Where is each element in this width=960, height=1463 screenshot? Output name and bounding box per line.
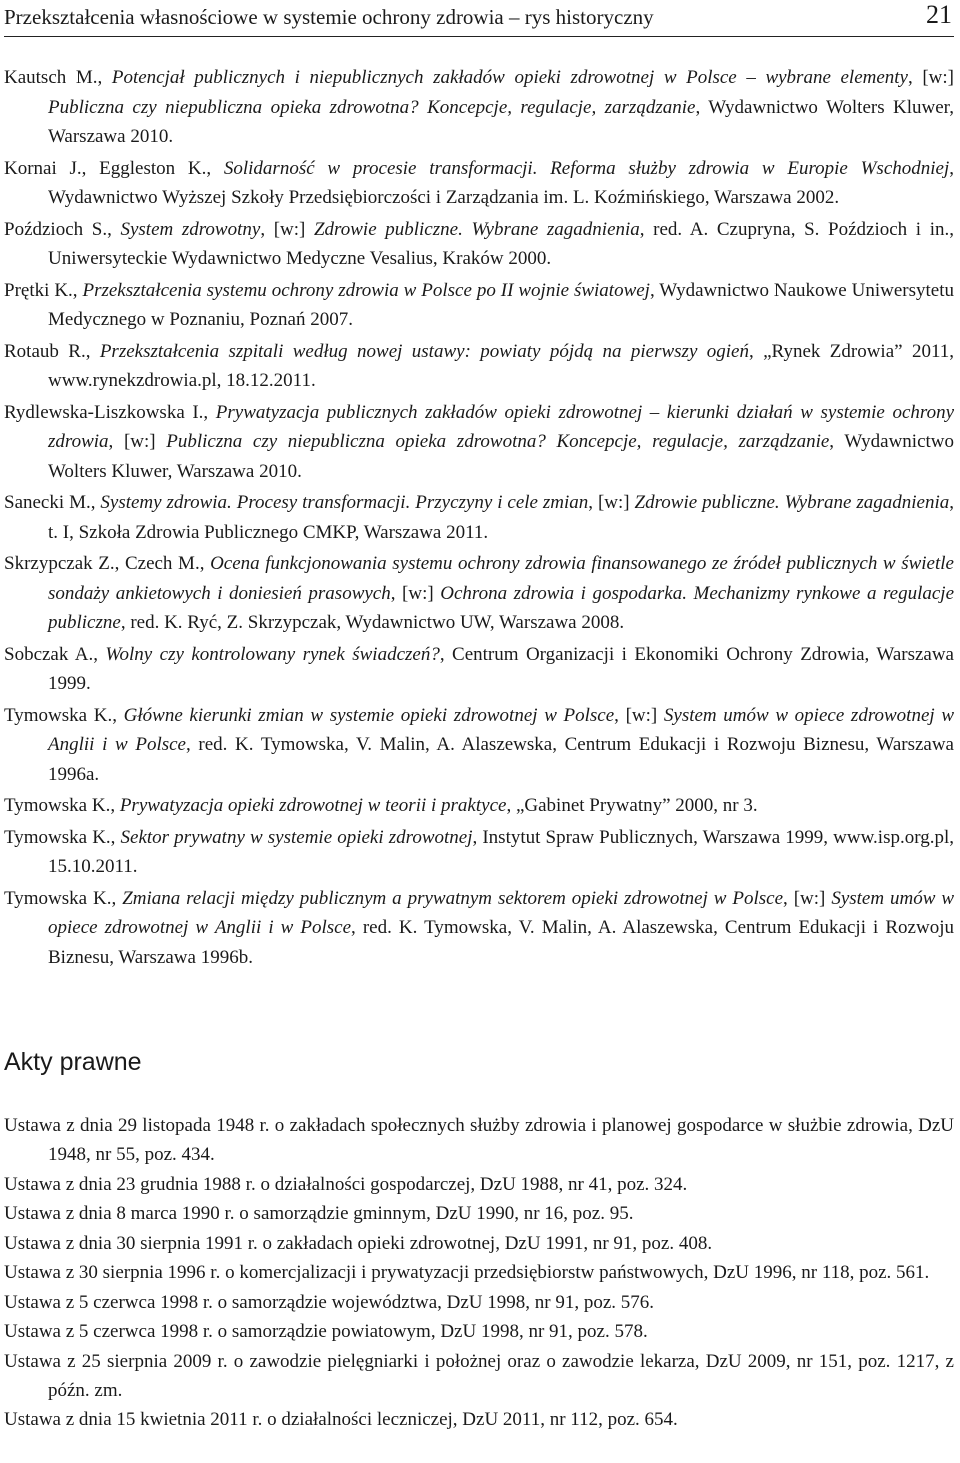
entry-title-italic: Prywatyzacja opieki zdrowotnej w teorii i praktyce xyxy=(119,795,507,816)
entry-text: Prętki K., xyxy=(4,279,83,301)
page-header xyxy=(4,0,954,37)
entry-text: , [w:] xyxy=(783,887,832,909)
entry-title-italic: Główne kierunki zmian w systemie opieki zdrowotnej w Polsce xyxy=(123,704,615,726)
entry-text: , Wydawnictwo Wyższej Szkoły Przedsiębiorczości i Zarządzania im. L. Koźmińskiego, Warszawa 2002. xyxy=(48,157,954,208)
entry-title-italic: Przekształcenia systemu ochrony zdrowia w Polsce po II wojnie światowej xyxy=(82,279,650,301)
entry-text: , [w:] xyxy=(390,582,441,604)
entry-text: Sobczak A., xyxy=(4,643,106,665)
bibliography-entry xyxy=(4,398,954,487)
entry-title-italic: Ocena funkcjonowania systemu ochrony zdrowia finansowanego ze źródeł publicznych w świetle sondaży ankietowych i doniesień prasowych xyxy=(48,553,954,604)
entry-text: Tymowska K., xyxy=(4,887,123,909)
legal-act-entry: Ustawa z dnia 8 marca 1990 r. o samorządzie gminnym, DzU 1990, nr 16, poz. 95. xyxy=(4,1203,634,1224)
legal-act-entry: Ustawa z dnia 15 kwietnia 2011 r. o działalności leczniczej, DzU 2011, nr 112, poz. 654. xyxy=(4,1409,678,1430)
legal-act-entry: Ustawa z dnia 29 listopada 1948 r. o zakładach społecznych służby zdrowia i planowej gospodarce w służbie zdrowia, DzU 1948, nr 55, poz. 434. xyxy=(4,1115,954,1165)
entry-text: , red. K. Tymowska, V. Malin, A. Alaszewska, Centrum Edukacji i Rozwoju Biznesu, Warszawa 1996b. xyxy=(48,917,954,968)
bibliography-entry xyxy=(4,215,954,274)
entry-title-italic: System umów w opiece zdrowotnej w Anglii i w Polsce xyxy=(48,704,954,755)
bibliography-entry xyxy=(4,337,954,396)
page-number: 21 xyxy=(926,0,952,29)
entry-title-italic: Prywatyzacja publicznych zakładów opieki zdrowotnej – kierunki działań w systemie ochrony zdrowia xyxy=(48,401,955,452)
entry-title-italic: Systemy zdrowia. Procesy transformacji. Przyczyny i cele zmian xyxy=(100,492,589,513)
bibliography-entry xyxy=(4,154,954,213)
entry-title-italic: Wolny czy kontrolowany rynek świadczeń? xyxy=(105,643,440,665)
bibliography-entry xyxy=(4,701,954,790)
entry-title-italic: Publiczna czy niepubliczna opieka zdrowotna? Koncepcje, regulacje, zarządzanie xyxy=(166,431,830,452)
entry-text: Tymowska K., xyxy=(4,704,124,726)
entry-title-italic: Ochrona zdrowia i gospodarka. Mechanizmy rynkowe a regulacje publiczne xyxy=(48,582,955,633)
entry-text: Skrzypczak Z., Czech M., xyxy=(4,553,211,574)
entry-title-italic: Sektor prywatny w systemie opieki zdrowotnej xyxy=(120,826,473,848)
entry-title-italic: Zmiana relacji między publicznym a prywatnym sektorem opieki zdrowotnej w Polsce xyxy=(122,887,784,909)
entry-text: , Instytut Spraw Publicznych, Warszawa 1999, www.isp.org.pl, 15.10.2011. xyxy=(48,826,954,877)
entry-title-italic: Zdrowie publiczne. Wybrane zagadnienia xyxy=(634,492,950,513)
entry-text: Poździoch S., xyxy=(4,218,121,240)
entry-text: Kautsch M., xyxy=(4,67,112,88)
entry-text: , Centrum Organizacji i Ekonomiki Ochrony Zdrowia, Warszawa 1999. xyxy=(48,643,954,694)
entry-title-italic: Zdrowie publiczne. Wybrane zagadnienia xyxy=(313,218,640,240)
legal-act-entry: Ustawa z 25 sierpnia 2009 r. o zawodzie pielęgniarki i położnej oraz o zawodzie lekarza, DzU 2009, nr 151, poz. 1217, z późn. zm. xyxy=(4,1350,954,1401)
entry-text: Rotaub R., xyxy=(4,340,100,362)
entry-text: , [w:] xyxy=(260,218,314,240)
entry-title-italic: Publiczna czy niepubliczna opieka zdrowotna? Koncepcje, regulacje, zarządzanie xyxy=(48,96,696,118)
section-heading-legal-acts: Akty prawne xyxy=(4,1048,142,1076)
entry-text: Rydlewska-Liszkowska I., xyxy=(4,401,216,423)
entry-text: , red. K. Ryć, Z. Skrzypczak, Wydawnictwo UW, Warszawa 2008. xyxy=(120,612,625,633)
legal-act-entry: Ustawa z 5 czerwca 1998 r. o samorządzie powiatowym, DzU 1998, nr 91, poz. 578. xyxy=(4,1321,648,1342)
entry-text: , red. A. Czupryna, S. Poździoch i in., Uniwersyteckie Wydawnictwo Medyczne Vesalius, Kraków 2000. xyxy=(48,218,954,269)
entry-title-italic: System umów w opiece zdrowotnej w Anglii i w Polsce xyxy=(48,887,954,938)
bibliography-entry xyxy=(4,549,954,638)
bibliography-entry xyxy=(4,640,954,699)
bibliography-entry xyxy=(4,63,954,152)
entry-text: , red. K. Tymowska, V. Malin, A. Alaszewska, Centrum Edukacji i Rozwoju Biznesu, Warszawa 1996a. xyxy=(48,734,954,785)
legal-acts-list xyxy=(4,1111,954,1435)
entry-title-italic: Przekształcenia szpitali według nowej ustawy: powiaty pójdą na pierwszy ogień xyxy=(99,340,749,362)
entry-text: , [w:] xyxy=(588,492,635,513)
entry-text: , [w:] xyxy=(108,431,167,452)
bibliography-entry xyxy=(4,488,954,547)
entry-text: Tymowska K., xyxy=(4,795,120,816)
bibliography-entry xyxy=(4,276,954,335)
entry-text: , [w:] xyxy=(908,67,955,88)
entry-title-italic: Potencjał publicznych i niepublicznych zakładów opieki zdrowotnej w Polsce – wybrane elementy xyxy=(111,67,908,88)
entry-text: Sanecki M., xyxy=(4,492,101,513)
legal-act-entry: Ustawa z dnia 23 grudnia 1988 r. o działalności gospodarczej, DzU 1988, nr 41, poz. 324. xyxy=(4,1173,688,1195)
entry-title-italic: Solidarność w procesie transformacji. Reforma służby zdrowia w Europie Wschodniej xyxy=(223,157,950,179)
bibliography-entry xyxy=(4,823,954,882)
legal-act-entry: Ustawa z 30 sierpnia 1996 r. o komercjalizacji i prywatyzacji przedsiębiorstw państwowych, DzU 1996, nr 118, poz. 561. xyxy=(4,1262,930,1283)
entry-text: , Wydawnictwo Naukowe Uniwersytetu Medycznego w Poznaniu, Poznań 2007. xyxy=(48,279,954,330)
entry-text: , „Rynek Zdrowia” 2011, www.rynekzdrowia.pl, 18.12.2011. xyxy=(48,340,954,391)
bibliography-entry xyxy=(4,884,954,973)
bibliography-list xyxy=(4,63,954,974)
entry-text: Tymowska K., xyxy=(4,826,121,848)
bibliography-entry xyxy=(4,791,954,821)
legal-act-entry: Ustawa z dnia 30 sierpnia 1991 r. o zakładach opieki zdrowotnej, DzU 1991, nr 91, poz. 408. xyxy=(4,1232,713,1254)
legal-act-entry: Ustawa z 5 czerwca 1998 r. o samorządzie województwa, DzU 1998, nr 91, poz. 576. xyxy=(4,1291,655,1313)
running-title: Przekształcenia własnościowe w systemie ochrony zdrowia – rys historyczny xyxy=(4,5,654,29)
entry-text: , [w:] xyxy=(614,704,664,726)
entry-text: Kornai J., Eggleston K., xyxy=(4,157,224,179)
entry-text: , t. I, Szkoła Zdrowia Publicznego CMKP, Warszawa 2011. xyxy=(48,492,954,543)
entry-text: , Wydawnictwo Wolters Kluwer, Warszawa 2010. xyxy=(48,431,955,482)
entry-title-italic: System zdrowotny xyxy=(120,218,261,240)
entry-text: , „Gabinet Prywatny” 2000, nr 3. xyxy=(506,795,758,816)
entry-text: , Wydawnictwo Wolters Kluwer, Warszawa 2010. xyxy=(48,96,954,147)
